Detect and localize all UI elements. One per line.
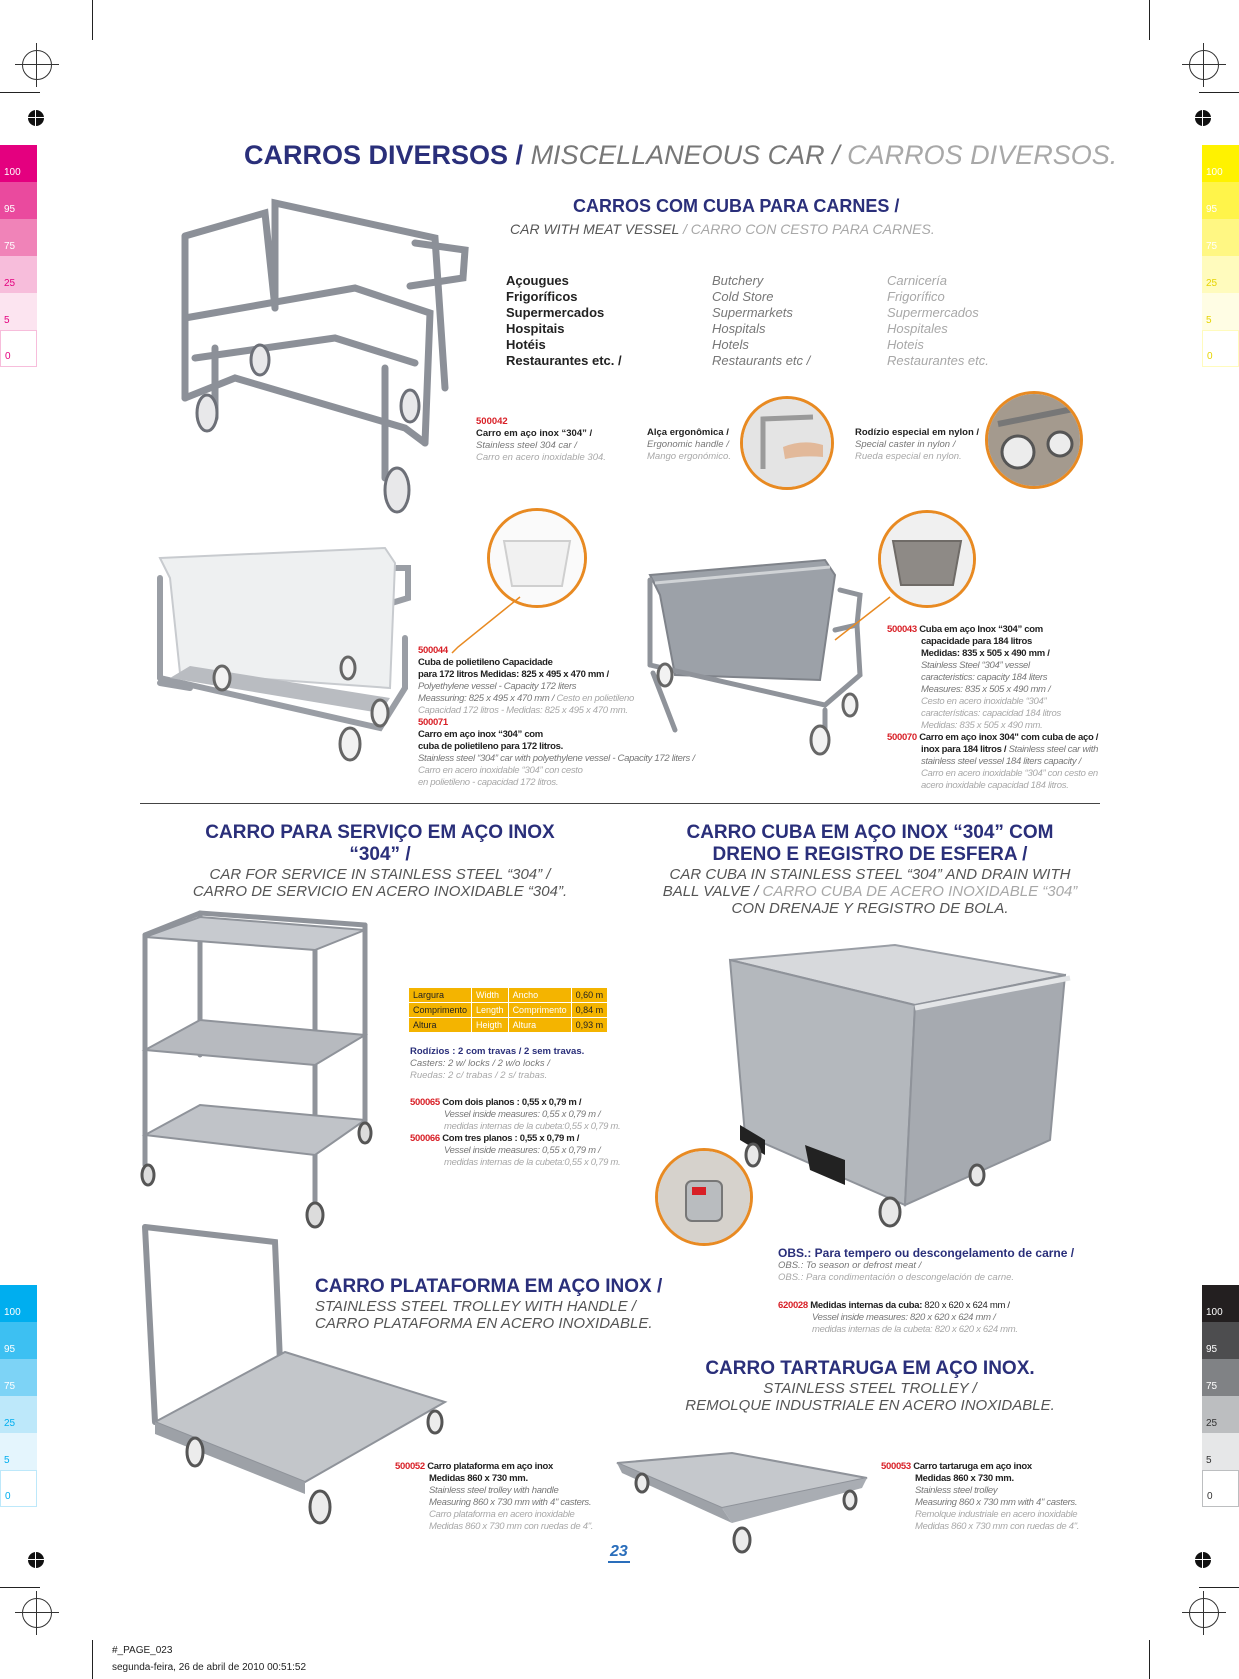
registration-mark (22, 1598, 52, 1628)
dimension-row: Largura Width Ancho 0,60 m (409, 988, 608, 1003)
poly-vessel-car-photo (150, 538, 415, 763)
trim-mark (92, 1640, 93, 1679)
trim-mark (1149, 1640, 1150, 1679)
dimension-row: Comprimento Length Comprimento 0,84 m (409, 1003, 608, 1018)
service-car-photo (140, 905, 385, 1230)
registration-mark (22, 50, 52, 80)
trim-mark (0, 92, 40, 93)
page-title: CARROS DIVERSOS / MISCELLANEOUS CAR / CARROS DIVERSOS. (244, 140, 1118, 170)
black-colorbar: 100 95 75 25 5 0 (1202, 1285, 1239, 1507)
section-divider (140, 803, 1100, 804)
drain-car-specs: 620028 Medidas internas da cuba: 820 x 620 x 624 mm / Vessel inside measures: 820 x 620 x 624 mm / medidas internas de la cubeta: 820 x 620 x 624 mm. (778, 1300, 1018, 1335)
platform-trolley-specs: 500052 Carro plataforma em aço inox Medidas 860 x 730 mm. Stainless steel trolley with handle Measuring 860 x 730 mm with 4" casters. Carro plataforma en acero inoxidable Medidas 860 x 730 mm con ruedas de 4". (395, 1461, 594, 1532)
steel-vessel-specs: 500043 Cuba em aço Inox “304” com capacidade para 184 litros Medidas: 835 x 505 x 490 mm / Stainless Steel “304” vessel caracteristics: capacity 184 liters Measures: 835 x 505 x 490 mm / Cesto en acero inoxidable “304” características: capacidad 184 litros Medidas: 835 x 505 x 490 mm. 500070 Carro em aço inox 304" com cuba de aço / inox para 184 litros / Stainless steel car with stainless steel vessel 184 liters capacity / Carro en acero inoxidable “304” con cesto en acero inoxidable capacidad 184 litros. (887, 624, 1099, 791)
trim-mark (92, 0, 93, 40)
print-timestamp: segunda-feira, 26 de abril de 2010 00:51:52 (112, 1662, 307, 1673)
uses-list-pt: Açougues Frigoríficos Supermercados Hospitais Hotéis Restaurantes etc. / (506, 273, 622, 368)
dimension-row: Altura Heigth Altura 0,93 m (409, 1018, 608, 1033)
handle-detail-photo (740, 396, 834, 490)
drain-car-notes: OBS.: Para tempero ou descongelamento de carne / OBS.: To season or defrost meat / OBS.: Para condimentación o descongelación de carne. (778, 1246, 1075, 1283)
steel-vessel-detail-photo (878, 510, 976, 608)
ergonomic-handle-caption: Alça ergonômica / Ergonomic handle / Mango ergonómico. (647, 427, 731, 462)
uses-list-en: Butchery Cold Store Supermarkets Hospitals Hotels Restaurants etc / (712, 273, 811, 368)
meat-vessel-car-photo (175, 198, 475, 528)
uses-list-es: Carnicería Frigorífico Supermercados Hospitales Hoteis Restaurantes etc. (887, 273, 989, 368)
poly-vessel-detail-photo (487, 508, 587, 608)
meat-vessel-subtitle: CAR WITH MEAT VESSEL / CARRO CON CESTO PARA CARNES. (510, 221, 935, 237)
ball-valve-detail-photo (655, 1148, 753, 1246)
trim-mark (1199, 92, 1239, 93)
turtle-trolley-specs: 500053 Carro tartaruga em aço inox Medidas 860 x 730 mm. Stainless steel trolley Measuring 860 x 730 mm with 4" casters. Remolque industriale en acero inoxidable Medidas 860 x 730 mm con ruedas de 4". (881, 1461, 1080, 1532)
drain-car-title: CARRO CUBA EM AÇO INOX “304” COM DRENO E REGISTRO DE ESFERA / CAR CUBA IN STAINLESS STEEL “304” AND DRAIN WITH BALL VALVE / CARRO CUBA DE ACERO INOXIDABLE “304” CON DRENAJE Y REGISTRO DE BOLA. (662, 822, 1078, 917)
registration-dot (28, 1552, 44, 1568)
caster-detail-photo (985, 391, 1083, 489)
registration-dot (1195, 1552, 1211, 1568)
nylon-caster-caption: Rodízio especial em nylon / Special caster in nylon / Rueda especial en nylon. (855, 427, 980, 462)
platform-trolley-title: CARRO PLATAFORMA EM AÇO INOX / STAINLESS STEEL TROLLEY WITH HANDLE / CARRO PLATAFORMA EN ACERO INOXIDABLE. (315, 1276, 663, 1332)
turtle-trolley-photo (612, 1448, 872, 1558)
poly-vessel-specs: 500044 Cuba de polietileno Capacidade para 172 litros Medidas: 825 x 495 x 470 mm / Polyethylene vessel - Capacity 172 liters Meassuring: 825 x 495 x 470 mm / Cesto en polietileno Capacidad 172 litros - Medidas: 825 x 495 x 470 mm. 500071 Carro em aço inox “304” com cuba de polietileno para 172 litros. Stainless steel “304” car with polyethylene vessel - Capacity 172 liters / Carro en acero inoxidable “304” con cesto en polietileno - capacidad 172 litros. (418, 645, 695, 788)
registration-mark (1189, 50, 1219, 80)
trim-mark (1149, 0, 1150, 40)
magenta-colorbar: 100 95 75 25 5 0 (0, 145, 37, 367)
drain-car-photo (725, 940, 1075, 1230)
trim-mark (0, 1587, 40, 1588)
item-500042: 500042 Carro em aço inox “304” / Stainless steel 304 car / Carro en acero inoxidable 304. (476, 416, 606, 463)
page-number: 23 (608, 1543, 630, 1563)
casters-info: Rodízios : 2 com travas / 2 sem travas. Casters: 2 w/ locks / 2 w/o locks / Ruedas: 2 c/ trabas / 2 s/ trabas. (410, 1046, 585, 1081)
trim-mark (1199, 1587, 1239, 1588)
cyan-colorbar: 100 95 75 25 5 0 (0, 1285, 37, 1507)
service-car-title: CARRO PARA SERVIÇO EM AÇO INOX “304” / CAR FOR SERVICE IN STAINLESS STEEL “304” / CARRO DE SERVICIO EN ACERO INOXIDABLE “304”. (192, 822, 568, 900)
yellow-colorbar: 100 95 75 25 5 0 (1202, 145, 1239, 367)
file-slug: #_PAGE_023 (112, 1645, 173, 1656)
registration-mark (1189, 1598, 1219, 1628)
meat-vessel-heading: CARROS COM CUBA PARA CARNES / (573, 196, 900, 216)
turtle-trolley-title: CARRO TARTARUGA EM AÇO INOX. STAINLESS STEEL TROLLEY / REMOLQUE INDUSTRIALE EN ACERO INOXIDABLE. (685, 1358, 1055, 1414)
registration-dot (1195, 110, 1211, 126)
service-car-models: 500065 Com dois planos : 0,55 x 0,79 m / Vessel inside measures: 0,55 x 0,79 m / medidas internas de la cubeta:0,55 x 0,79 m. 500066 Com tres planos : 0,55 x 0,79 m / Vessel inside measures: 0,55 x 0,79 m / medidas internas de la cubeta:0,55 x 0,79 m. (410, 1097, 621, 1168)
registration-dot (28, 110, 44, 126)
dimensions-table (408, 987, 608, 1033)
